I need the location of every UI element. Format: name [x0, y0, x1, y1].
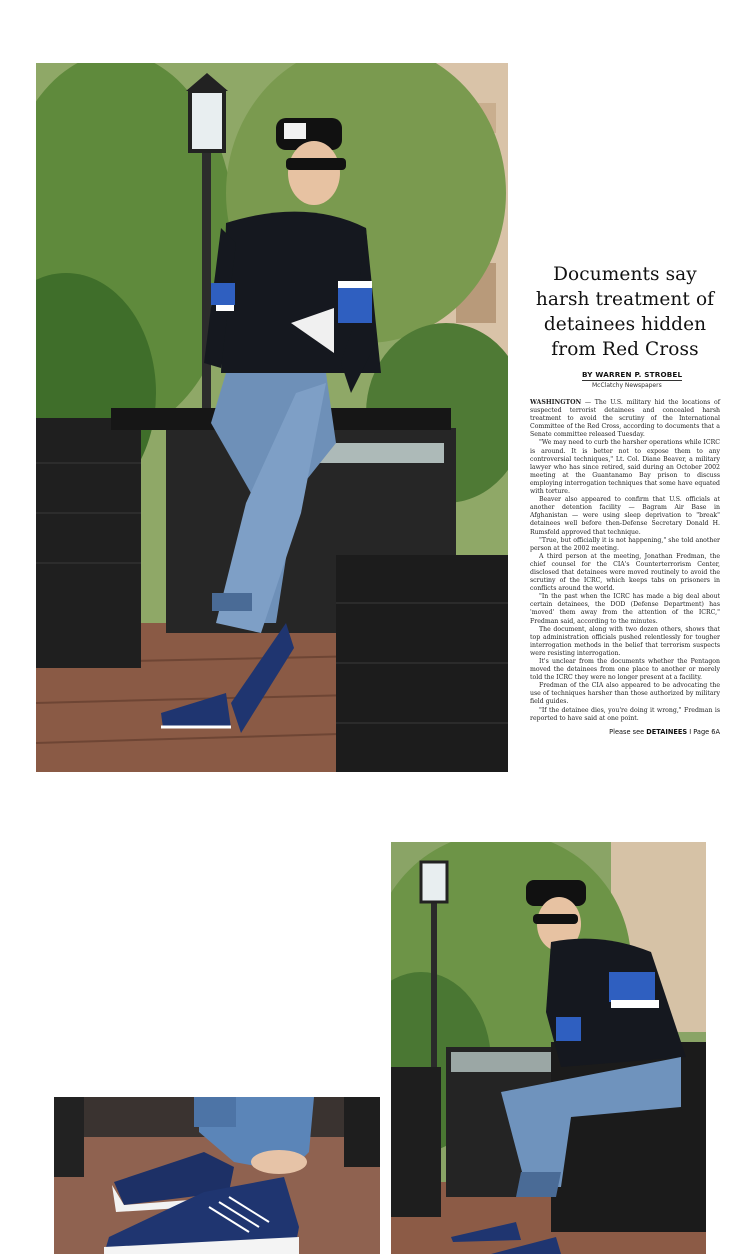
article-paragraph: Beaver also appeared to confirm that U.S. officials at another detention facility — Bagram Air Base in Afghanistan — were using sleep deprivation to "break" detainees well before then-Defense Secretary Donald H. Rumsfeld approved that technique.: [530, 496, 720, 536]
article-paragraph: "True, but officially it is not happening," she told another person at the 2002 meeting.: [530, 536, 720, 552]
article-paragraph: A third person at the meeting, Jonathan Fredman, the chief counsel for the CIA's Counterterrorism Center, disclosed that detainees were moved routinely to avoid the scrutiny of the ICRC, which keeps tabs on prisoners in conflicts around the world.: [530, 552, 720, 593]
shoes-closeup-illustration: [54, 1097, 380, 1254]
continued-section: DETAINEES: [646, 727, 688, 736]
article-paragraph: "In the past when the ICRC has made a big deal about certain detainees, the DOD (Defense Department) has 'moved' them away from the attention of the ICRC," Fredman said, according to the minutes.: [530, 593, 720, 625]
article-source: McClatchy Newspapers: [592, 382, 662, 389]
main-photo: [36, 63, 508, 772]
article-paragraph: The document, along with two dozen others, shows that top administration officials pushed relentlessly for tougher interrogation methods in the belief that terrorism suspects were resisting interrogation.: [530, 625, 720, 657]
main-photo-illustration: [36, 63, 508, 772]
article-paragraph: WASHINGTON — The U.S. military hid the locations of suspected terrorist detainees and concealed harsh treatment to avoid the scrutiny of the International Committee of the Red Cross, according to documents that a Senate committee released Tuesday.: [530, 399, 720, 439]
sitting-photo-illustration: [391, 842, 706, 1254]
article-body: [530, 399, 720, 723]
article-paragraph: "We may need to curb the harsher operations while ICRC is around. It is better not to expose them to any controversial techniques," Lt. Col. Diane Beaver, a military lawyer who has since retired, said during an October 2002 meeting at the Guantanamo Bay prison to discuss employing interrogation techniques that some have equated with torture.: [530, 439, 720, 496]
article-paragraph: Fredman of the CIA also appeared to be advocating the use of techniques harsher than those authorized by military field guides.: [530, 682, 720, 706]
newspaper-article: [530, 262, 720, 736]
article-dateline: WASHINGTON: [530, 399, 582, 406]
sitting-photo: [391, 842, 706, 1254]
article-paragraph: "If the detainee dies, you're doing it wrong," Fredman is reported to have said at one point.: [530, 706, 720, 722]
shoes-closeup-photo: [54, 1097, 380, 1254]
article-byline: BY WARREN P. STROBEL: [582, 370, 683, 379]
continued-reference: Please see DETAINEES I Page 6A: [609, 727, 720, 736]
article-paragraph: It's unclear from the documents whether the Pentagon moved the detainees from one place to another or merely told the ICRC they were no longer present at a facility.: [530, 658, 720, 682]
article-headline: Documents say harsh treatment of detainees hidden from Red Cross: [535, 264, 715, 360]
